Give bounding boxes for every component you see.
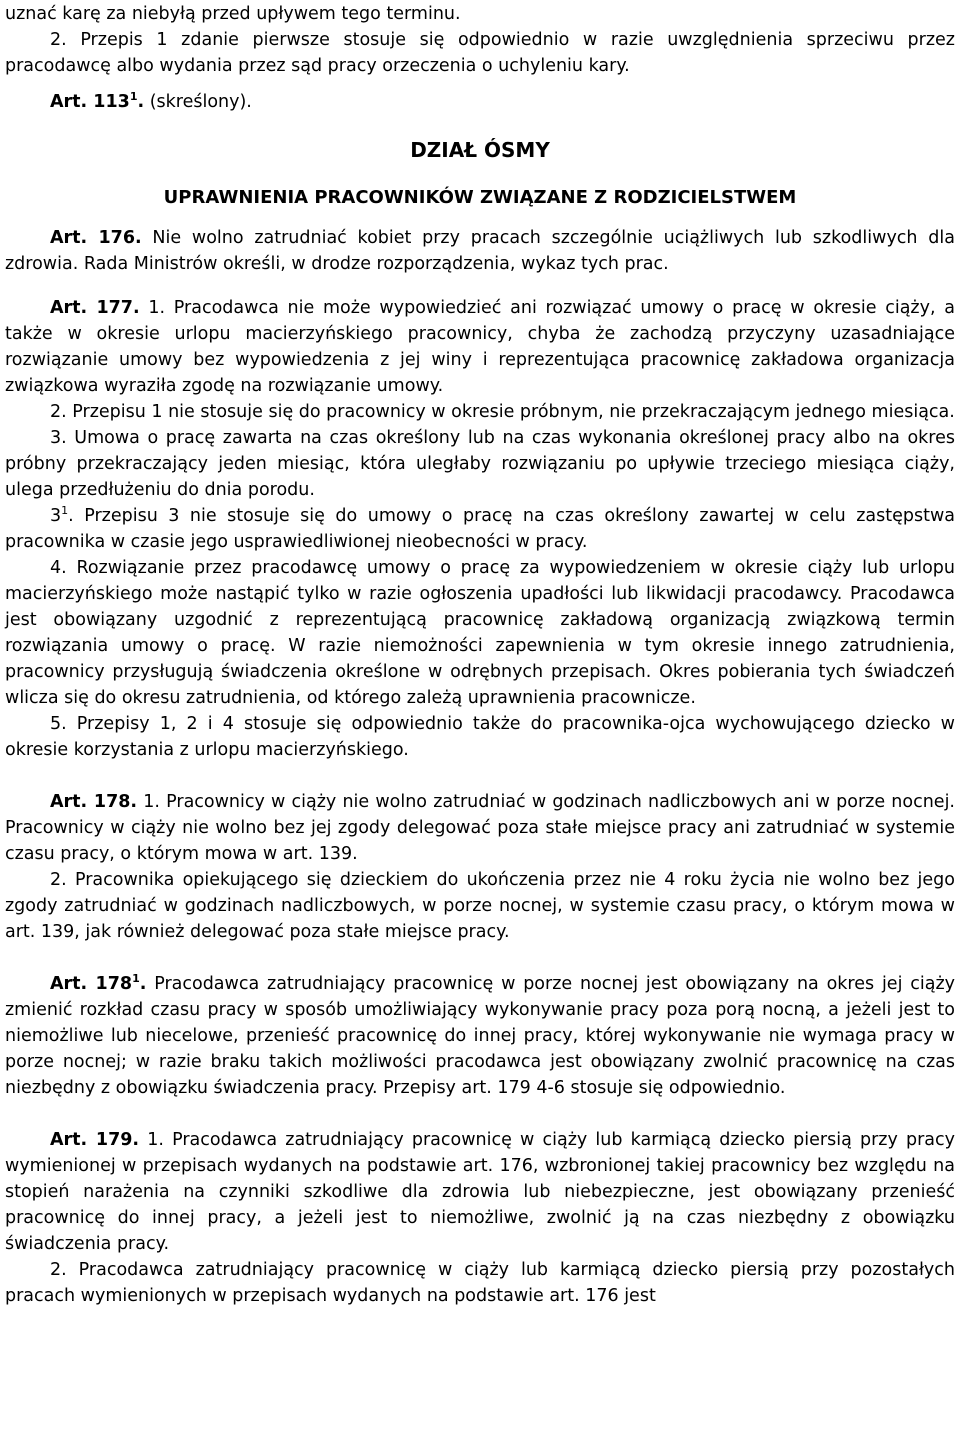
paragraph [5, 27, 955, 79]
paragraph: 2. Przepisu 1 nie stosuje się do pracownicy w okresie próbnym, nie przekraczającym jednego miesiąca. [50, 402, 955, 422]
paragraph [5, 1, 955, 27]
paragraph: 5. Przepisy 1, 2 i 4 stosuje się odpowiednio także do pracownika-ojca wychowującego dziecko w okresie korzystania z urlopu macierzyńskiego. [5, 714, 955, 760]
article-label: Art. 179. [50, 1130, 140, 1150]
article-178 [5, 789, 955, 867]
article-label: Art. 178. [50, 792, 138, 812]
text: 1. Pracownicy w ciąży nie wolno zatrudniać w godzinach nadliczbowych ani w porze nocnej. Pracownicy w ciąży nie wolno bez jej zgody delegować poza stałe miejsce pracy ani zatrudniać w systemie czasu pracy, o którym mowa w art. 139. [5, 792, 955, 864]
paragraph: 3. Umowa o pracę zawarta na czas określony lub na czas wykonania określonej pracy albo na okres próbny przekraczający jeden miesiąc, która uległaby rozwiązaniu po upływie trzeciego miesiąca ciąży, ulega przedłużeniu do dnia porodu. [5, 428, 955, 500]
paragraph: 2. Pracodawca zatrudniający pracownicę w ciąży lub karmiącą dziecko piersią przy pozostałych pracach wymienionych w przepisach wydanych na podstawie art. 176 jest [5, 1260, 955, 1306]
paragraph: $3^1$. Przepisu 3 nie stosuje się do umowy o pracę na czas określony zawartej w celu zastępstwa pracownika w czasie jego usprawiedliwionej nieobecności w pracy. [5, 504, 955, 552]
text: Pracodawca zatrudniający pracownicę w porze nocnej jest obowiązany na okres jej ciąży zmienić rozkład czasu pracy w sposób umożliwiający wykonywanie pracy poza porą nocną, a jeżeli jest to niemożliwe lub niecelowe, przenieść pracownicę do innej pracy, której wykonywanie nie wymaga pracy w porze nocnej; w razie braku takich możliwości pracodawca jest obowiązany zwolnić pracownicę na czas niezbędny z obowiązku świadczenia pracy. Przepisy art. 179 4-6 stosuje się odpowiednio. [5, 974, 956, 1098]
paragraph: 2. Pracownika opiekującego się dzieckiem do ukończenia przez nie 4 roku życia nie wolno bez jego zgody zatrudniać w godzinach nadliczbowych, w porze nocnej, w systemie czasu pracy, o którym mowa w art. 139, jak również delegować poza stałe miejsce pracy. [5, 870, 955, 942]
text: Nie wolno zatrudniać kobiet przy pracach szczególnie uciążliwych lub szkodliwych dla zdrowia. Rada Ministrów określi, w drodze rozporządzenia, wykaz tych prac. [5, 228, 955, 274]
text: 1. Pracodawca nie może wypowiedzieć ani rozwiązać umowy o pracę w okresie ciąży, a także w okresie urlopu macierzyńskiego pracownicy, chyba że zachodzą przyczyny uzasadniające rozwiązanie umowy bez wypowiedzenia z jej winy i reprezentująca pracownicę zakładowa organizacja związkowa wyraziła zgodę na rozwiązanie umowy. [5, 298, 955, 396]
article-176 [5, 225, 955, 277]
text: (skreślony). [144, 92, 252, 112]
section-heading: DZIAŁ ÓSMY [410, 138, 550, 162]
article-179 [5, 1127, 955, 1257]
text: 2. Przepis 1 zdanie pierwsze stosuje się odpowiednio w razie uwzględnienia sprzeciwu przez pracodawcę albo wydania przez sąd pracy orzeczenia o uchyleniu kary. [5, 30, 955, 76]
paragraph: 4. Rozwiązanie przez pracodawcę umowy o pracę za wypowiedzeniem w okresie ciąży lub urlopu macierzyńskiego może nastąpić tylko w razie ogłoszenia upadłości lub likwidacji pracodawcy. Pracodawca jest obowiązany uzgodnić z reprezentującą pracownicę zakładową organizacją związkową termin rozwiązania umowy o pracę. W razie niemożności zapewnienia w tym okresie innego zatrudnienia, pracownicy przysługują świadczenia określone w odrębnych przepisach. Okres pobierania tych świadczeń wlicza się do okresu zatrudnienia, od którego zależą uprawnienia pracownicze. [5, 558, 955, 708]
article-label: Art. $113^1$. [50, 90, 145, 112]
text: 1. Pracodawca zatrudniający pracownicę w ciąży lub karmiącą dziecko piersią przy pracy wymienionej w przepisach wydanych na podstawie art. 176, wzbronionej takiej pracownicy bez względu na stopień narażenia na czynniki szkodliwe dla zdrowia lub niebezpieczne, jest obowiązany przenieść pracownicę do innej pracy, a jeżeli jest to niemożliwe, zwolnić ją na czas niezbędny z obowiązku świadczenia pracy. [5, 1130, 955, 1254]
text: uznać karę za niebyłą przed upływem tego terminu. [5, 4, 461, 24]
article-label: Art. 176. [50, 228, 142, 248]
article-113 [5, 89, 955, 115]
article-label: Art. $178^1$. [50, 972, 147, 994]
article-label: Art. 177. [50, 298, 140, 318]
article-177 [5, 295, 955, 399]
article-178-1 [5, 971, 955, 1101]
section-subheading: UPRAWNIENIA PRACOWNIKÓW ZWIĄZANE Z RODZICIELSTWEM [163, 187, 797, 208]
